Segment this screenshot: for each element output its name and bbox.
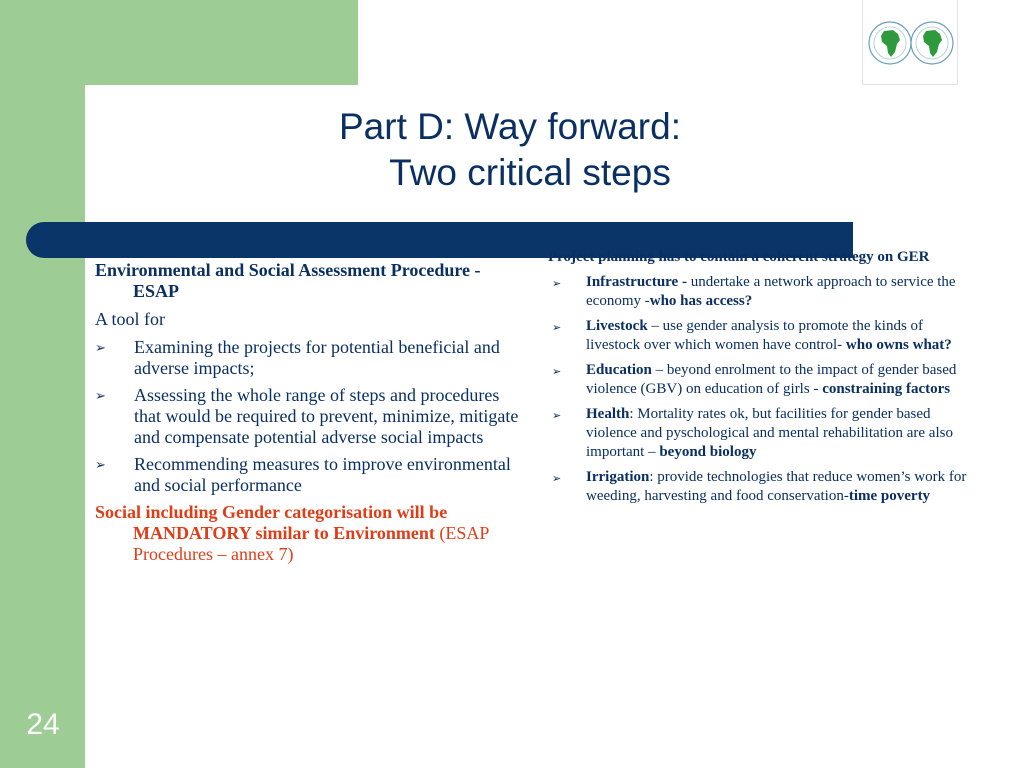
arrowhead-bullet-icon: ➢ [552, 321, 562, 334]
list-item: ➢ Assessing the whole range of steps and procedures that would be required to prevent, minimize, mitigate and compensate potential adverse social impacts [95, 385, 519, 447]
arrowhead-bullet-icon: ➢ [552, 472, 562, 485]
right-seal-icon [911, 22, 953, 64]
list-item: ➢ Livestock – use gender analysis to promote the kinds of livestock over which women have control- who owns what? [552, 318, 952, 353]
rounded-corner [85, 85, 205, 205]
list-item: ➢ Examining the projects for potential beneficial and adverse impacts; [95, 337, 500, 378]
esap-heading: Environmental and Social Assessment Procedure - ESAP [95, 260, 481, 301]
arrowhead-bullet-icon: ➢ [95, 458, 106, 473]
arrowhead-bullet-icon: ➢ [552, 277, 562, 290]
green-top-band [0, 0, 358, 85]
arrowhead-bullet-icon: ➢ [95, 341, 106, 356]
arrowhead-bullet-icon: ➢ [552, 365, 562, 378]
green-sidebar [0, 0, 85, 768]
right-column [548, 248, 968, 512]
title-line-1: Part D: Way forward: [339, 106, 681, 147]
arrowhead-bullet-icon: ➢ [552, 409, 562, 422]
title-line-2: Two critical steps [389, 152, 671, 193]
slide-number: 24 [26, 708, 60, 741]
planning-intro: Project planning has to contain a coherent strategy on GER [548, 249, 930, 265]
left-seal-icon [869, 22, 911, 64]
logo-box [862, 0, 958, 85]
mandatory-note: Social including Gender categorisation will be MANDATORY similar to Environment (ESAP Procedures – annex 7) [95, 502, 489, 564]
list-item: ➢ Education – beyond enrolment to the impact of gender based violence (GBV) on education of girls - constraining factors [552, 362, 957, 397]
list-item: ➢ Recommending measures to improve environmental and social performance [95, 454, 511, 495]
esap-subheading: A tool for [95, 309, 165, 329]
arrowhead-bullet-icon: ➢ [95, 389, 106, 404]
list-item: ➢ Health: Mortality rates ok, but facilities for gender based violence and pyschological and mental rehabilitation are also important – beyond biology [552, 406, 953, 460]
african-development-bank-logos-icon [863, 0, 959, 85]
list-item: ➢ Infrastructure - undertake a network approach to service the economy -who has access? [552, 274, 956, 309]
slide-title [230, 104, 830, 196]
left-column [95, 260, 523, 572]
list-item: ➢ Irrigation: provide technologies that reduce women’s work for weeding, harvesting and food conservation-time poverty [552, 469, 967, 504]
